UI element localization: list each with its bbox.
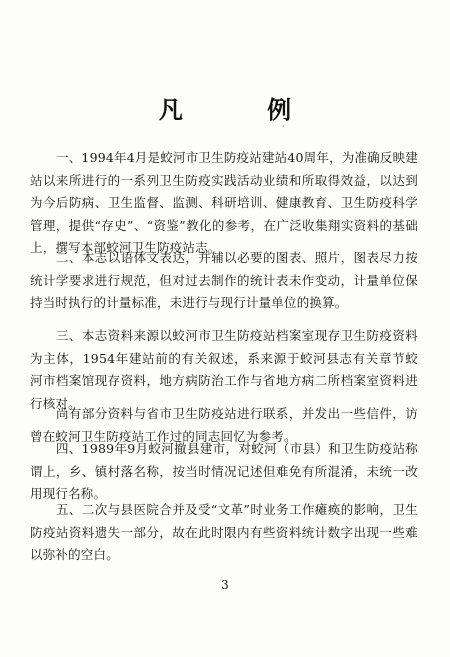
paragraph-2: 二、本志以语体文表达，并辅以必要的图表、照片，图表尽力按统计学要求进行规范，但对过去制作的统计表未作变动，计量单位保持当时执行的计量标准，未进行与现行计量单位的换算。 bbox=[30, 250, 418, 310]
page-number: 3 bbox=[221, 578, 229, 592]
title-mark: · bbox=[282, 122, 285, 131]
paragraph-3: 三、本志资料来源以蛟河市卫生防疫站档案室现存卫生防疫资料为主体，1954年建站前的有关叙述，系来源于蛟河县志有关章节蛟河市档案馆现存资料，地方病防治工作与省地方病二所档案室资料进行核对。 bbox=[30, 328, 418, 411]
paragraph-5: 四、1989年9月蛟河撤县建市，对蛟河（市县）和卫生防疫站称谓上，乡、镇村落名称，按当时情况记述但难免有所混淆，未统一改用现行名称。 bbox=[30, 441, 418, 501]
paragraph-6: 五、二次与县医院合并及受“文革”时业务工作瘫痪的影响，卫生防疫站资料遗失一部分，故在此时限内有些资料统计数字出现一些难以弥补的空白。 bbox=[30, 502, 418, 562]
page-title: 凡 例 bbox=[158, 96, 330, 124]
paragraph-4: 尚有部分资料与省市卫生防疫站进行联系，并发出一些信件，访曾在蛟河卫生防疫站工作过的同志回忆为参考。 bbox=[30, 406, 418, 444]
paragraph-1: 一、1994年4月是蛟河市卫生防疫站建站40周年，为准确反映建站以来所进行的一系列卫生防疫实践活动业绩和所取得效益，以达到为今后防病、卫生监督、监测、科研培训、健康教育、卫生防疫科学管理，提供“存史”、“资鉴”教化的参考，在广泛收集翔实资料的基础上，撰写本部蛟河卫生防疫站志。 bbox=[30, 150, 418, 255]
